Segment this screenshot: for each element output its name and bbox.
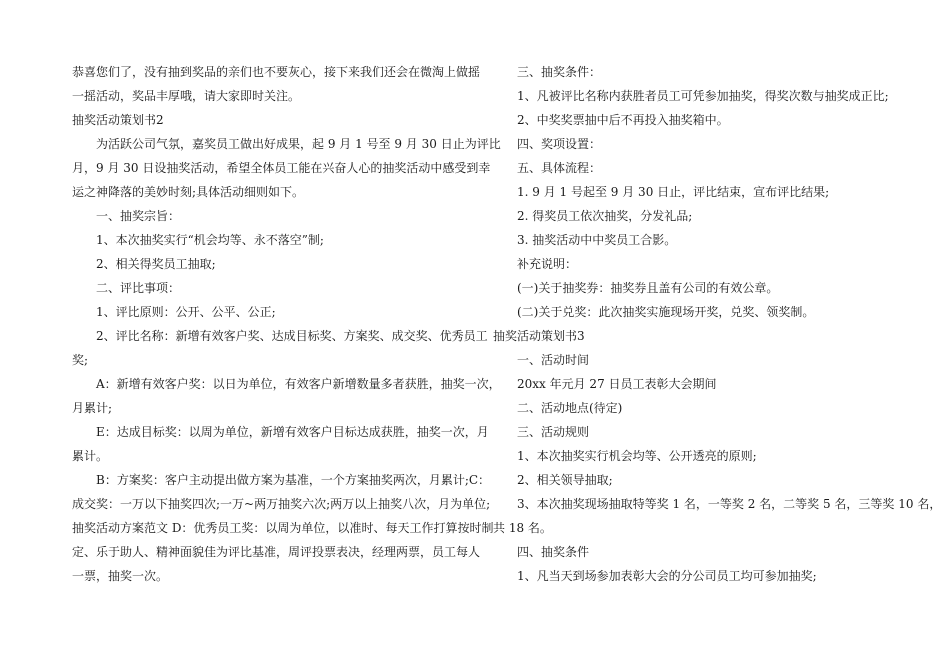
text-line: 一摇活动，奖品丰厚哦，请大家即时关注。 [72,89,301,103]
text-line: 1、凡被评比名称内获胜者员工可凭参加抽奖，得奖次数与抽奖成正比; [517,89,889,103]
left-column [72,60,501,588]
text-line: 三、活动规则 [517,425,590,439]
text-line: 3. 抽奖活动中中奖员工合影。 [517,233,677,247]
text-line: 1. 9 月 1 号起至 9 月 30 日止，评比结束，宣布评比结果; [517,185,830,199]
text-line: 恭喜您们了，没有抽到奖品的亲们也不要灰心，接下来我们还会在微淘上做摇 [72,65,481,79]
text-line: 2. 得奖员工依次抽奖，分发礼品; [517,209,693,223]
text-line: 1、本次抽奖实行“机会均等、永不落空”制; [96,233,324,247]
text-line: (二)关于兑奖：此次抽奖实施现场开奖，兑奖、领奖制。 [517,305,815,319]
text-line: 抽奖活动方案范文 D：优秀员工奖：以周为单位，以准时、每天工作打算按时制 [72,521,494,535]
text-line: 抽奖活动策划书2 [72,113,164,127]
text-line: 2、相关得奖员工抽取; [96,257,216,271]
text-line: 一、抽奖宗旨： [96,209,181,223]
text-line: 一、活动时间 [517,353,590,367]
text-line: 一票，抽奖一次。 [72,569,169,583]
text-line: 五、具体流程： [517,161,602,175]
text-line: 抽奖活动策划书3 [493,329,585,343]
text-line: 四、奖项设置： [517,137,602,151]
text-line: 补充说明： [517,257,578,271]
text-line: A：新增有效客户奖：以日为单位，有效客户新增数量多者获胜，抽奖一次， [96,377,501,391]
text-line: 1、凡当天到场参加表彰大会的分公司员工均可参加抽奖; [517,569,817,583]
text-line: 奖; [72,353,89,367]
text-line: B：方案奖：客户主动提出做方案为基准，一个方案抽奖两次，月累计;C： [96,473,491,487]
text-line: 成交奖：一万以下抽奖四次;一万~两万抽奖六次;两万以上抽奖八次，月为单位; [72,497,491,511]
text-line: E：达成目标奖：以周为单位，新增有效客户目标达成获胜，抽奖一次，月 [96,425,489,439]
text-line: 2、评比名称：新增有效客户奖、达成目标奖、方案奖、成交奖、优秀员工 [96,329,488,343]
text-line: 月，9 月 30 日设抽奖活动，希望全体员工能在兴奋人心的抽奖活动中感受到幸 [72,161,491,175]
text-line: 二、活动地点(待定) [517,401,623,415]
text-line: 运之神降落的美妙时刻;具体活动细则如下。 [72,185,305,199]
text-line: 为活跃公司气氛，嘉奖员工做出好成果，起 9 月 1 号至 9 月 30 日止为评比 [96,137,501,151]
text-line: 1、本次抽奖实行机会均等、公开透亮的原则; [517,449,757,463]
text-line: 三、抽奖条件： [517,65,602,79]
text-line: 1、评比原则：公开、公平、公正; [96,305,276,319]
text-line: (一)关于抽奖券：抽奖券且盖有公司的有效公章。 [517,281,779,295]
text-line: 20xx 年元月 27 日员工表彰大会期间 [517,377,717,391]
text-line: 2、中奖奖票抽中后不再投入抽奖箱中。 [517,113,729,127]
text-line: 月累计; [72,401,113,415]
right-column [493,60,942,588]
text-line: 二、评比事项： [96,281,181,295]
text-line: 定、乐于助人、精神面貌佳为评比基准，周评投票表决，经理两票，员工每人 [72,545,481,559]
text-line: 四、抽奖条件 [517,545,590,559]
text-line: 共 18 名。 [493,521,552,535]
text-line: 2、相关领导抽取; [517,473,613,487]
text-line: 累计。 [72,449,109,463]
text-line: 3、本次抽奖现场抽取特等奖 1 名，一等奖 2 名，二等奖 5 名，三等奖 10 名， [517,497,942,511]
